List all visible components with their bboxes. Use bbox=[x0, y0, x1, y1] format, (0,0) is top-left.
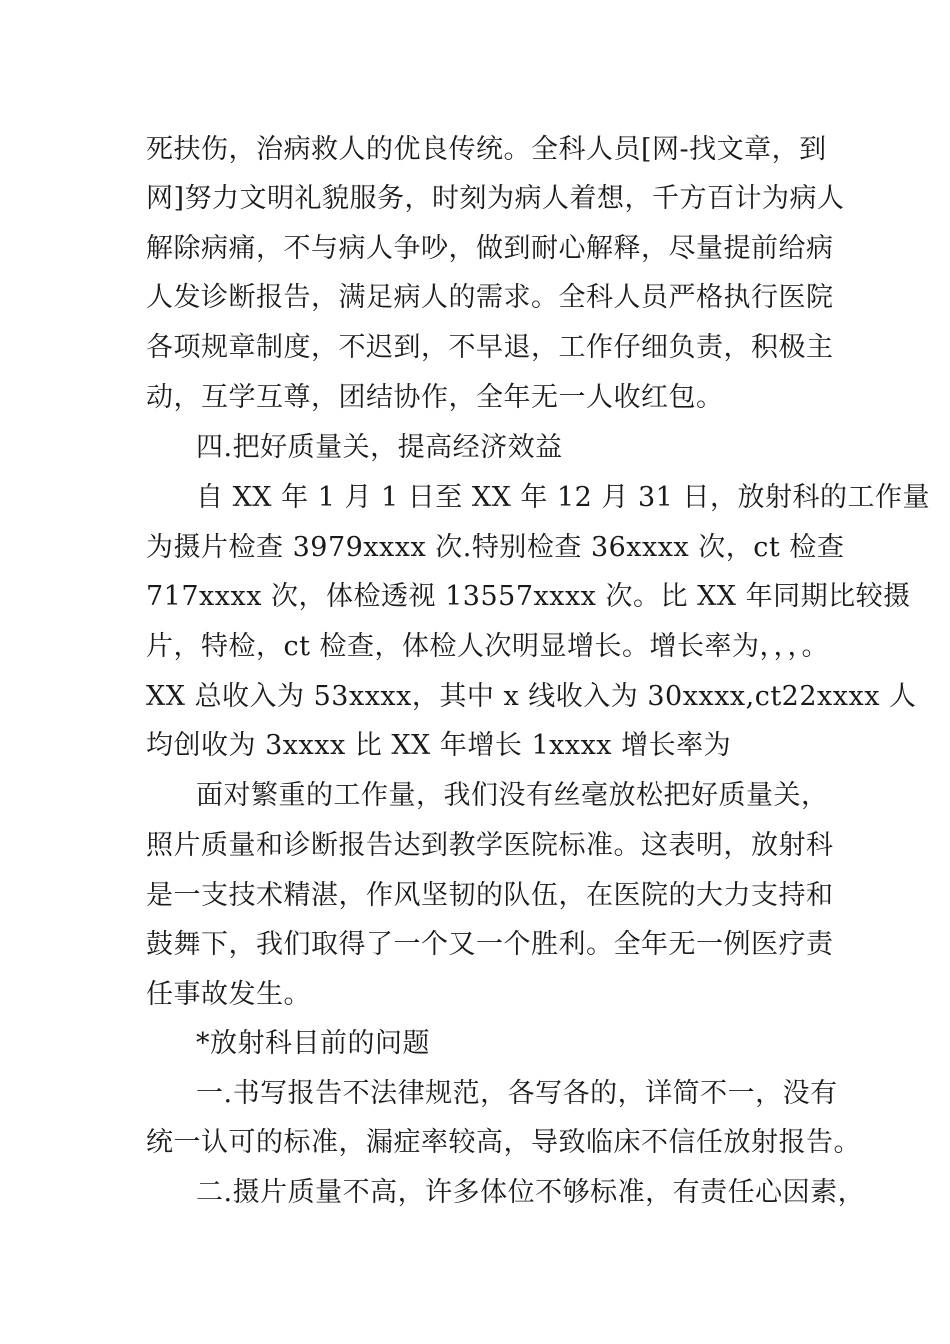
text-line: 片，特检，ct 检查，体检人次明显增长。增长率为，，，。 bbox=[146, 631, 830, 662]
text-line: 各项规章制度，不迟到，不早退，工作仔细负责，积极主 bbox=[146, 332, 834, 363]
text-line: 人发诊断报告，满足病人的需求。全科人员严格执行医院 bbox=[146, 282, 834, 313]
text-line: 鼓舞下，我们取得了一个又一个胜利。全年无一例医疗责 bbox=[146, 929, 834, 960]
text-line: 717xxxx 次，体检透视 13557xxxx 次。比 XX 年同期比较摄 bbox=[146, 581, 911, 612]
text-line: 动，互学互尊，团结协作，全年无一人收红包。 bbox=[146, 382, 724, 413]
text-line: XX 总收入为 53xxxx，其中 x 线收入为 30xxxx,ct22xxxx 人 bbox=[146, 681, 917, 712]
text-line: 是一支技术精湛，作风坚韧的队伍，在医院的大力支持和 bbox=[146, 880, 834, 911]
section-heading: 四.把好质量关，提高经济效益 bbox=[196, 432, 563, 463]
text-line: 自 XX 年 1 月 1 日至 XX 年 12 月 31 日，放射科的工作量 bbox=[196, 482, 930, 513]
text-line: 照片质量和诊断报告达到教学医院标准。这表明，放射科 bbox=[146, 830, 834, 861]
text-line: 均创收为 3xxxx 比 XX 年增长 1xxxx 增长率为 bbox=[146, 730, 732, 761]
text-line: 解除病痛，不与病人争吵，做到耐心解释，尽量提前给病 bbox=[146, 233, 834, 264]
text-line: 死扶伤，治病救人的优良传统。全科人员[网-找文章，到 bbox=[146, 134, 827, 165]
text-line: 统一认可的标准，漏症率较高，导致临床不信任放射报告。 bbox=[146, 1127, 861, 1158]
text-line: 任事故发生。 bbox=[146, 979, 311, 1010]
text-line: 为摄片检查 3979xxxx 次.特别检查 36xxxx 次，ct 检查 bbox=[146, 532, 845, 563]
text-line: 面对繁重的工作量，我们没有丝毫放松把好质量关， bbox=[196, 780, 829, 811]
section-heading: *放射科目前的问题 bbox=[196, 1028, 430, 1059]
text-line: 二.摄片质量不高，许多体位不够标准，有责任心因素， bbox=[196, 1177, 866, 1208]
text-line: 一.书写报告不法律规范，各写各的，详简不一，没有 bbox=[196, 1078, 838, 1109]
text-line: 网]努力文明礼貌服务，时刻为病人着想，千方百计为病人 bbox=[146, 183, 845, 214]
